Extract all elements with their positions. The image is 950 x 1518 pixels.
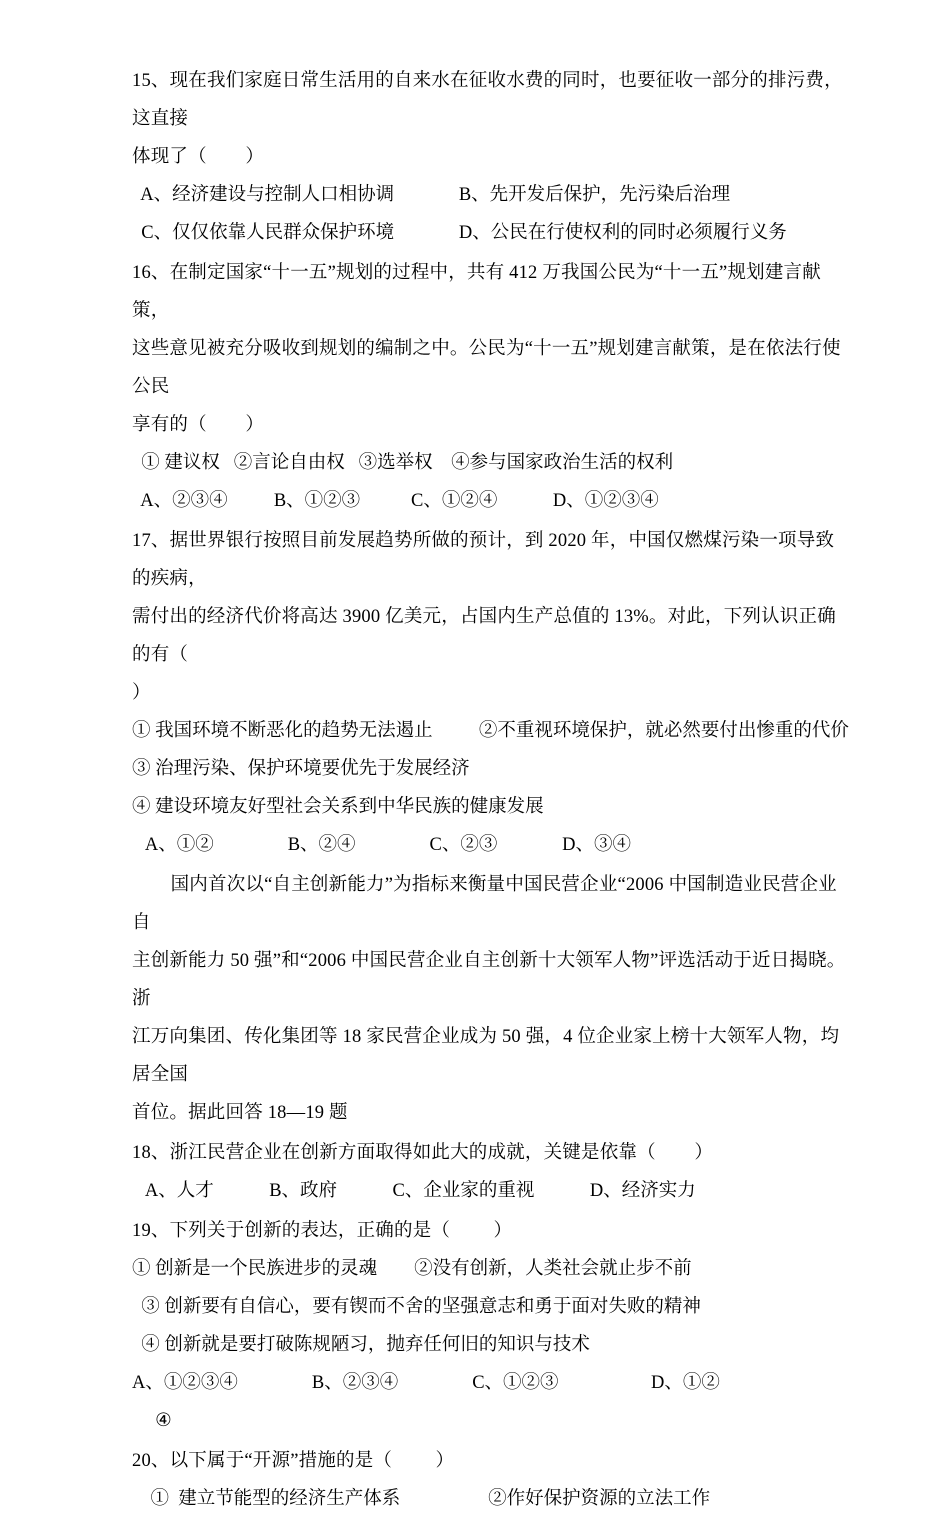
- question-17-statement-4: ④ 建设环境友好型社会关系到中华民族的健康发展: [132, 797, 544, 817]
- question-18-options-row: A、人才 B、政府 C、企业家的重视 D、经济实力: [132, 1181, 696, 1201]
- question-18: [132, 1134, 850, 1210]
- question-15-line-1: 15、现在我们家庭日常生活用的自来水在征收水费的同时，也要征收一部分的排污费，这直接: [132, 71, 843, 129]
- passage-line-3: 江万向集团、传化集团等 18 家民营企业成为 50 强，4 位企业家上榜十大领军人物，均居全国: [132, 1027, 840, 1085]
- question-17-line-2: 需付出的经济代价将高达 3900 亿美元，占国内生产总值的 13%。对此，下列认识正确的有（: [132, 607, 836, 665]
- passage-line-4: 首位。据此回答 18—19 题: [132, 1103, 348, 1123]
- question-19-options-row-cont: ④: [132, 1411, 172, 1431]
- question-19: [132, 1212, 850, 1440]
- question-15: [132, 62, 850, 252]
- question-16-line-3: 享有的（ ）: [132, 415, 265, 435]
- question-15-line-2: 体现了（ ）: [132, 147, 265, 167]
- question-15-options-row-2: C、仅仅依靠人民群众保护环境 D、公民在行使权利的同时必须履行义务: [132, 223, 787, 243]
- question-17-options-row: A、①② B、②④ C、②③ D、③④: [132, 835, 632, 855]
- reading-passage: [132, 866, 850, 1132]
- question-19-line-1: 19、下列关于创新的表达，正确的是（ ）: [132, 1221, 513, 1241]
- question-20-line-1: 20、以下属于“开源”措施的是（ ）: [132, 1451, 455, 1471]
- question-18-line-1: 18、浙江民营企业在创新方面取得如此大的成就，关键是依靠（ ）: [132, 1143, 714, 1163]
- question-17-line-1: 17、据世界银行按照目前发展趋势所做的预计，到 2020 年，中国仅燃煤污染一项导致的疾病，: [132, 531, 835, 589]
- passage-line-2: 主创新能力 50 强”和“2006 中国民营企业自主创新十大领军人物”评选活动于近日揭晓。浙: [132, 951, 846, 1009]
- question-19-statement-4: ④ 创新就是要打破陈规陋习，抛弃任何旧的知识与技术: [132, 1335, 590, 1355]
- question-16-line-1: 16、在制定国家“十一五”规划的过程中，共有 412 万我国公民为“十一五”规划建言献策，: [132, 263, 821, 321]
- question-16-line-2: 这些意见被充分吸收到规划的编制之中。公民为“十一五”规划建言献策，是在依法行使公民: [132, 339, 841, 397]
- question-16-options-row: A、②③④ B、①②③ C、①②④ D、①②③④: [132, 491, 659, 511]
- question-16-statements: ① 建议权 ②言论自由权 ③选举权 ④参与国家政治生活的权利: [132, 453, 674, 473]
- question-19-statement-3: ③ 创新要有自信心，要有锲而不舍的坚强意志和勇于面对失败的精神: [132, 1297, 701, 1317]
- question-17: [132, 522, 850, 864]
- question-19-statement-1: ① 创新是一个民族进步的灵魂 ②没有创新，人类社会就止步不前: [132, 1259, 692, 1279]
- question-20-statements: ① 建立节能型的经济生产体系 ②作好保护资源的立法工作: [132, 1489, 711, 1509]
- passage-line-1: 国内首次以“自主创新能力”为指标来衡量中国民营企业“2006 中国制造业民营企业自: [132, 875, 837, 933]
- question-17-line-3: ）: [132, 683, 151, 703]
- question-16: [132, 254, 850, 520]
- question-17-statement-1: ① 我国环境不断恶化的趋势无法遏止 ②不重视环境保护，就必然要付出惨重的代价: [132, 721, 849, 741]
- question-19-options-row: A、①②③④ B、②③④ C、①②③ D、①②: [132, 1373, 720, 1393]
- question-20: [132, 1442, 850, 1518]
- question-17-statement-3: ③ 治理污染、保护环境要优先于发展经济: [132, 759, 470, 779]
- question-15-options-row-1: A、经济建设与控制人口相协调 B、先开发后保护，先污染后治理: [132, 185, 731, 205]
